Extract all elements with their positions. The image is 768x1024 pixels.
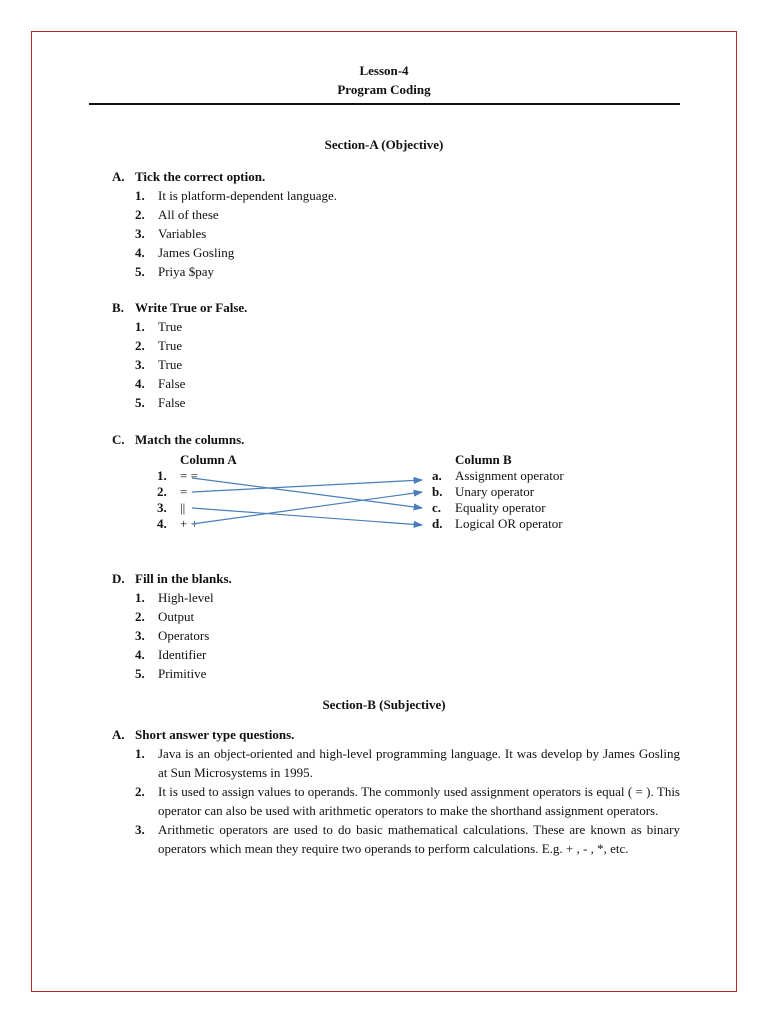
list-item <box>135 645 214 664</box>
item-text: Identifier <box>158 647 207 662</box>
lesson-title: Program Coding <box>337 82 431 97</box>
item-text: Logical OR operator <box>455 516 563 531</box>
item-text: It is platform-dependent language. <box>158 188 338 203</box>
column-b-title: Column B <box>455 452 512 467</box>
item-number: 1. <box>135 746 145 761</box>
item-text: True <box>158 319 183 334</box>
list-item <box>135 626 214 645</box>
question-title: Short answer type questions. <box>135 727 295 742</box>
item-number: 1. <box>135 319 145 334</box>
match-arrow <box>192 492 422 524</box>
item-text: High-level <box>158 590 214 605</box>
item-text: + + <box>180 516 198 531</box>
section-b-title: Section-B (Subjective) <box>322 697 446 712</box>
item-text: Primitive <box>158 666 207 681</box>
question-letter: A. <box>112 169 125 184</box>
item-text: Unary operator <box>455 484 535 499</box>
section-a-title: Section-A (Objective) <box>324 137 444 152</box>
question-title: Match the columns. <box>135 432 245 447</box>
item-text: True <box>158 357 183 372</box>
item-text: || <box>180 500 186 515</box>
item-text: False <box>158 395 186 410</box>
item-number: 3. <box>135 226 145 241</box>
item-number: 4. <box>157 516 167 531</box>
item-number: 4. <box>135 647 145 662</box>
item-text: James Gosling <box>158 245 235 260</box>
match-arrow <box>192 480 422 492</box>
item-text: = <box>180 484 188 499</box>
list-item <box>135 745 680 782</box>
item-number: 2. <box>135 784 145 799</box>
question-letter: D. <box>112 571 125 586</box>
list-item <box>135 821 680 858</box>
item-number: 3. <box>135 822 145 837</box>
question-d-heading <box>112 571 232 587</box>
question-title: Tick the correct option. <box>135 169 266 184</box>
item-number: 4. <box>135 376 145 391</box>
item-number: 2. <box>157 484 167 499</box>
item-number: 5. <box>135 264 145 279</box>
question-title: Write True or False. <box>135 300 248 315</box>
item-number: 1. <box>135 590 145 605</box>
item-text: Java is an object-oriented and high-level programming language. It was develop by James Gosling at Sun Microsystems in 1995. <box>158 746 680 780</box>
item-number: 1. <box>135 188 145 203</box>
question-title: Fill in the blanks. <box>135 571 232 586</box>
item-letter: a. <box>432 468 442 483</box>
item-number: 5. <box>135 666 145 681</box>
item-text: = = <box>180 468 198 483</box>
item-number: 4. <box>135 245 145 260</box>
section-b-question-a-heading <box>112 727 294 743</box>
item-text: Priya $pay <box>158 264 214 279</box>
match-arrow <box>192 478 422 508</box>
list-item <box>135 783 680 820</box>
item-number: 5. <box>135 395 145 410</box>
item-text: Output <box>158 609 195 624</box>
item-number: 2. <box>135 207 145 222</box>
list-item <box>135 588 214 607</box>
item-letter: d. <box>432 516 443 531</box>
item-number: 3. <box>135 357 145 372</box>
item-text: Equality operator <box>455 500 546 515</box>
list-item <box>135 607 214 626</box>
item-number: 1. <box>157 468 167 483</box>
lesson-number: Lesson-4 <box>359 63 409 78</box>
item-text: Arithmetic operators are used to do basic mathematical calculations. These are known as binary operators which mean they require two operands to perform calculations. E.g. + , - , *, etc. <box>158 822 680 856</box>
question-letter: C. <box>112 432 125 447</box>
question-letter: B. <box>112 300 124 315</box>
item-letter: c. <box>432 500 442 515</box>
item-text: All of these <box>158 207 219 222</box>
fill-blanks-list <box>135 588 214 683</box>
match-arrow <box>192 508 422 525</box>
item-text: It is used to assign values to operands. The commonly used assignment operators is equal ( = ). This operator can also be used with arithmetic operators to make the shorthand assignment operators. <box>158 784 680 818</box>
item-number: 3. <box>157 500 167 515</box>
list-item <box>135 664 214 683</box>
item-text: Variables <box>158 226 207 241</box>
item-text: Operators <box>158 628 210 643</box>
item-number: 2. <box>135 338 145 353</box>
item-number: 2. <box>135 609 145 624</box>
short-answers-list <box>135 745 680 859</box>
item-number: 3. <box>135 628 145 643</box>
item-text: True <box>158 338 183 353</box>
column-a-title: Column A <box>180 452 237 467</box>
item-text: False <box>158 376 186 391</box>
question-letter: A. <box>112 727 125 742</box>
item-letter: b. <box>432 484 443 499</box>
item-text: Assignment operator <box>455 468 564 483</box>
